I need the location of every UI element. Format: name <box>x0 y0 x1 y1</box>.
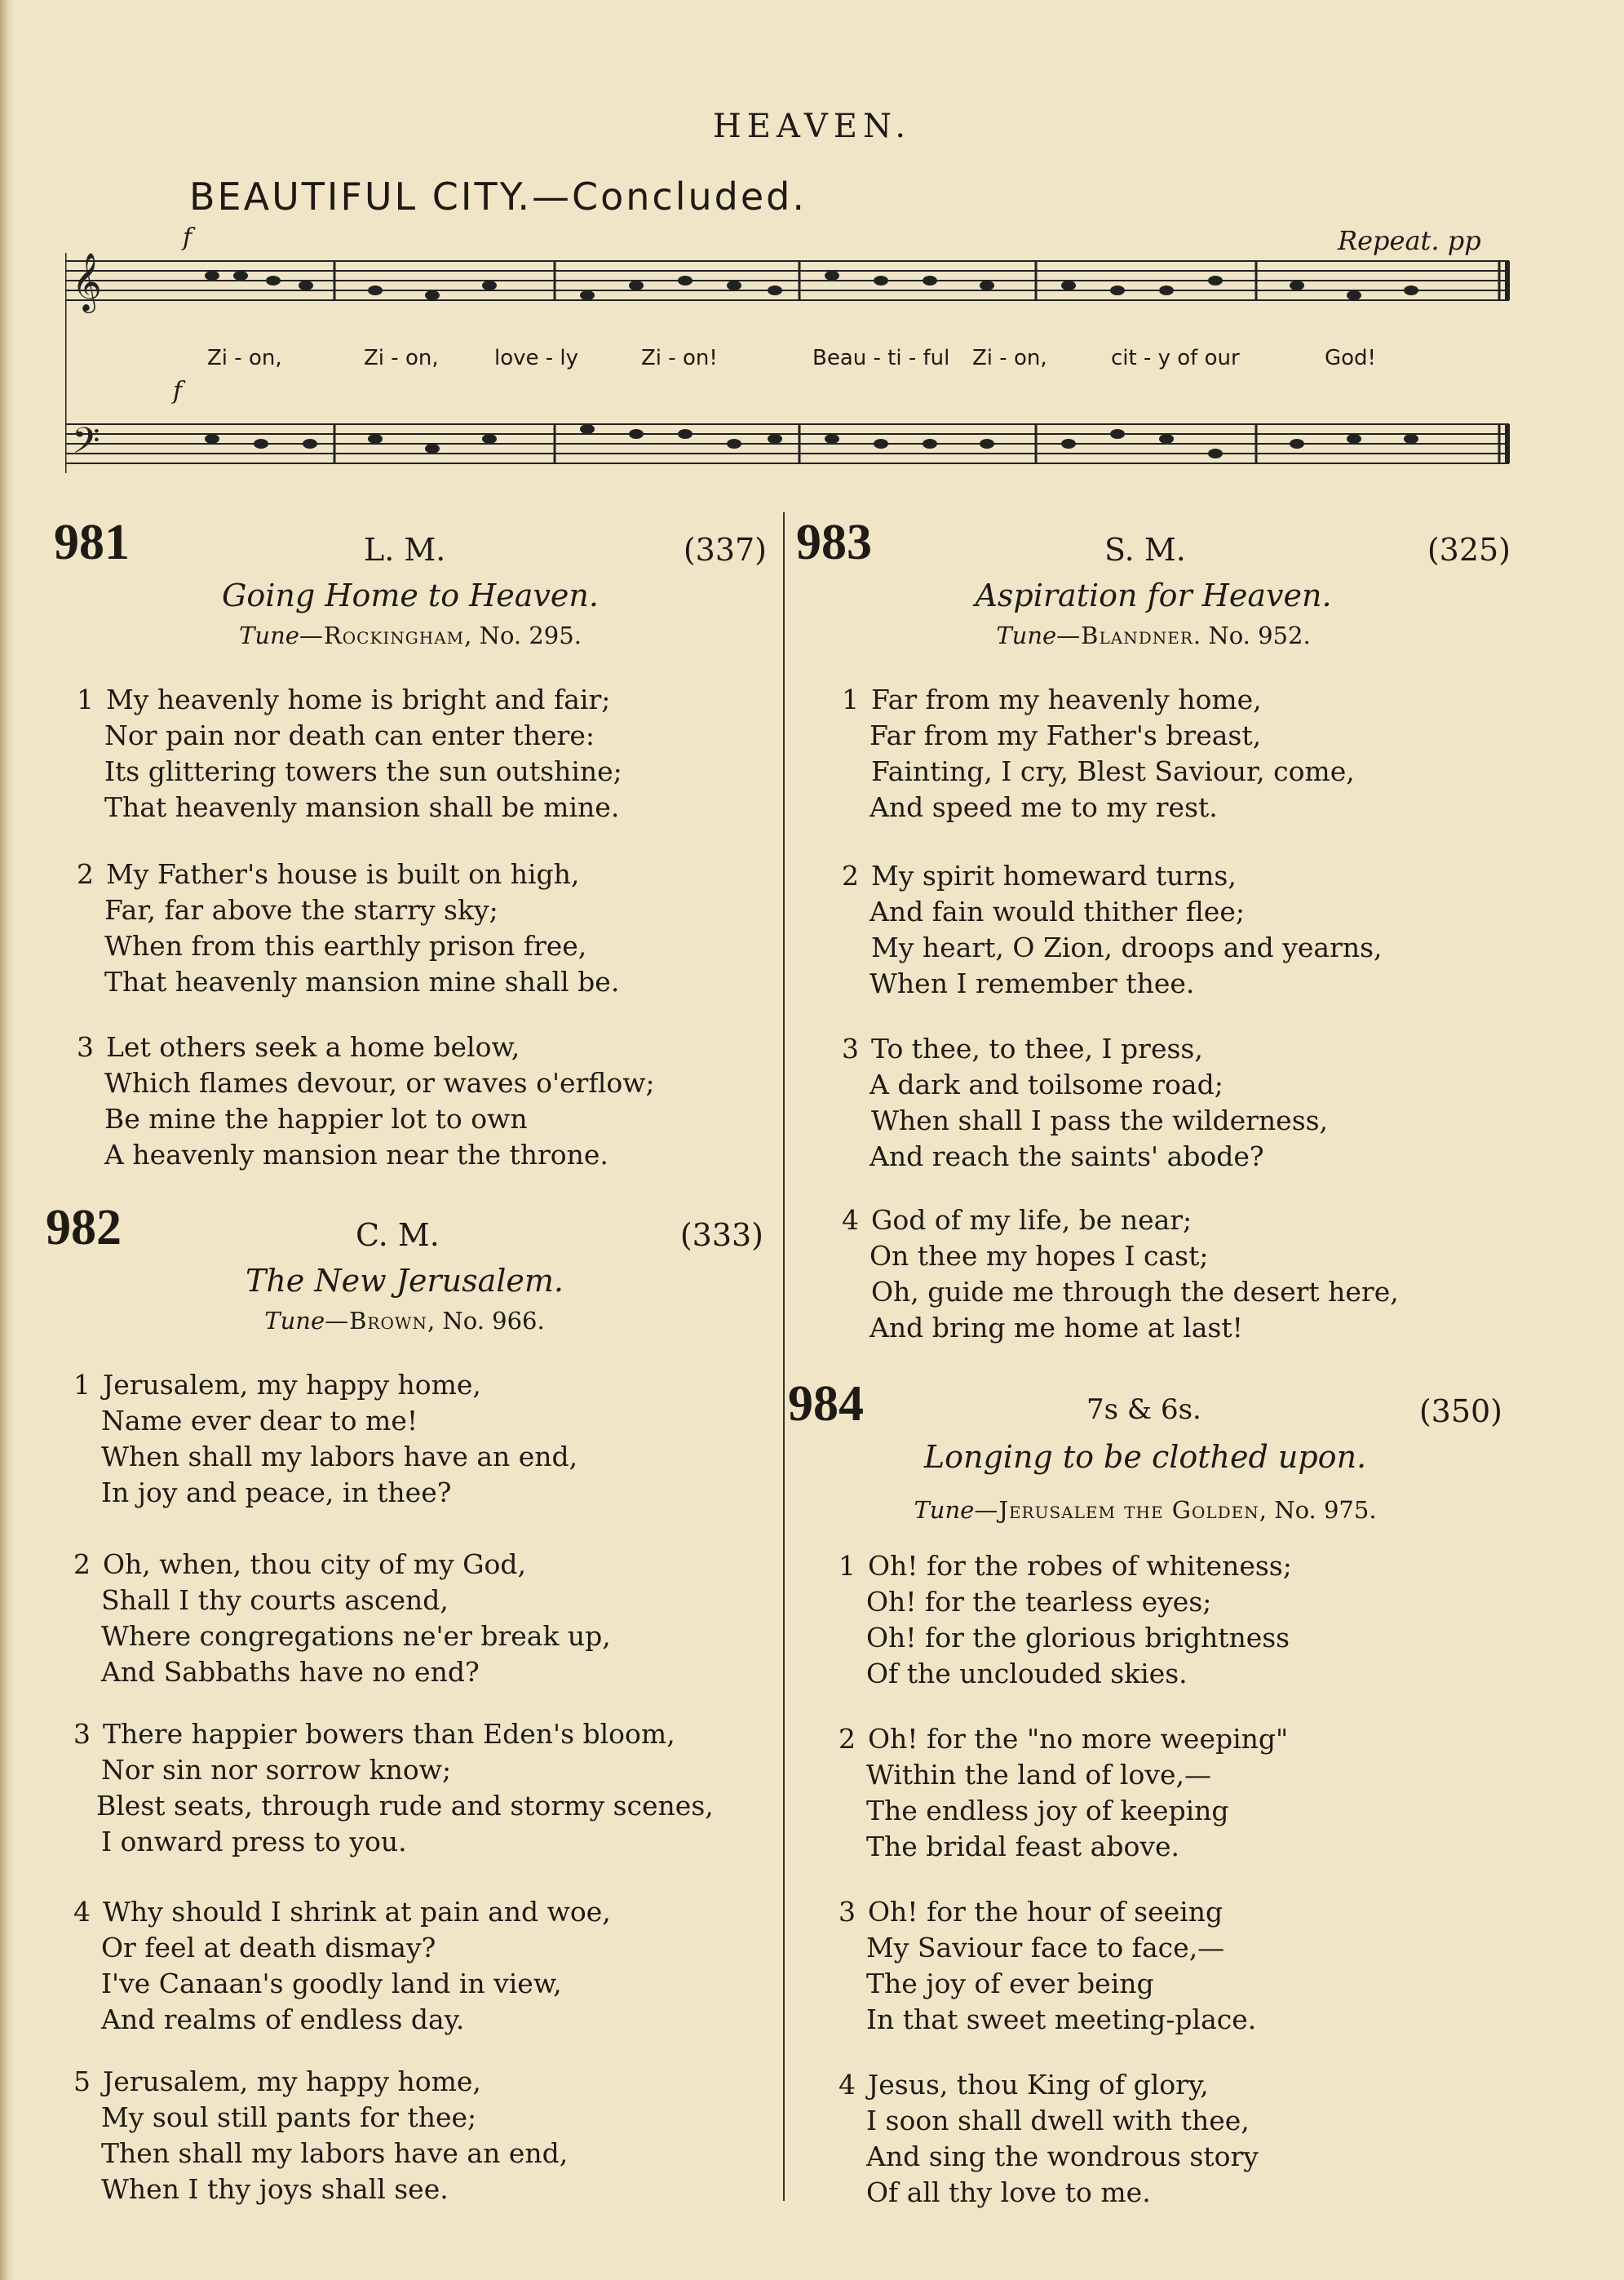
treble-notes <box>205 271 1418 300</box>
lyric-syllable: Beau - ti - ful <box>812 346 950 370</box>
stanza: 4 Jesus, thou King of glory, I soon shall dwell with thee, And sing the wondrous story Of all thy love to me. <box>839 2069 1259 2208</box>
lyric-syllable: Zi - on, <box>207 346 282 370</box>
lyric-syllable: God! <box>1325 346 1376 370</box>
hymn-tune: Tune—Blandner. No. 952. <box>996 622 1311 649</box>
stanza: 1 Far from my heavenly home, Far from my Father's breast, Fainting, I cry, Blest Saviour, come, And speed me to my rest. <box>842 684 1355 823</box>
dynamic-forte-bottom: f <box>173 377 183 405</box>
page-binding-edge <box>0 0 15 2280</box>
hymn-tune: Tune—Rockingham, No. 295. <box>239 622 582 649</box>
hymn-title: Longing to be clothed upon. <box>923 1439 1367 1475</box>
stanza: 2 My spirit homeward turns, And fain would thither flee; My heart, O Zion, droops and yearns, When I remember thee. <box>842 860 1383 999</box>
hymn-reference: (333) <box>679 1217 763 1253</box>
hymn-reference: (350) <box>1418 1393 1502 1429</box>
stanza: 2 Oh! for the "no more weeping" Within the land of love,— The endless joy of keeping The bridal feast above. <box>839 1723 1289 1862</box>
repeat-marking: Repeat. pp <box>1338 225 1481 256</box>
hymn-meter: 7s & 6s. <box>1086 1393 1201 1426</box>
dynamic-forte-top: f <box>183 224 192 252</box>
treble-staff <box>65 261 1509 300</box>
hymn-title: Aspiration for Heaven. <box>975 578 1332 613</box>
lyric-syllable: Zi - on, <box>364 346 439 370</box>
treble-clef: 𝄞 <box>72 251 102 311</box>
lyric-syllable: Zi - on! <box>641 346 718 370</box>
stanza: 4 Why should I shrink at pain and woe, Or feel at death dismay? I've Canaan's goodly land in view, And realms of endless day. <box>73 1896 611 2035</box>
hymn-meter: L. M. <box>364 532 446 568</box>
stanza: 2 My Father's house is built on high, Far, far above the starry sky; When from this earthly prison free, That heavenly mansion mine shall be. <box>77 858 620 998</box>
stanza: 3 Let others seek a home below, Which flames devour, or waves o'erflow; Be mine the happier lot to own A heavenly mansion near the throne. <box>77 1031 655 1171</box>
hymn-reference: (337) <box>683 532 767 568</box>
hymn-title: Going Home to Heaven. <box>222 578 599 613</box>
hymn-number: 983 <box>796 515 872 570</box>
hymn-meter: C. M. <box>356 1217 440 1253</box>
lyric-syllable: cit - y of our <box>1111 346 1240 370</box>
hymn-tune: Tune—Jerusalem the Golden, No. 975. <box>914 1496 1377 1524</box>
stanza: 2 Oh, when, thou city of my God, Shall I thy courts ascend, Where congregations ne'er break up, And Sabbaths have no end? <box>73 1548 611 1688</box>
stanza: 3 Oh! for the hour of seeing My Saviour face to face,— The joy of ever being In that sweet meeting-place. <box>839 1896 1257 2035</box>
stanza: 1 Jerusalem, my happy home, Name ever dear to me! When shall my labors have an end, In joy and peace, in thee? <box>73 1369 578 1508</box>
hymn-tune: Tune—Brown, No. 966. <box>264 1307 545 1335</box>
column-divider <box>783 512 785 2201</box>
stanza: 1 My heavenly home is bright and fair; Nor pain nor death can enter there: Its glittering towers the sun outshine; That heavenly mansion shall be mine. <box>77 684 622 823</box>
bass-clef: 𝄢 <box>72 419 100 471</box>
stanza: 1 Oh! for the robes of whiteness; Oh! for the tearless eyes; Oh! for the glorious brightness Of the unclouded skies. <box>839 1550 1292 1689</box>
lyric-syllable: Zi - on, <box>972 346 1047 370</box>
tune-title: BEAUTIFUL CITY.—Concluded. <box>189 175 807 219</box>
page-header: HEAVEN. <box>712 108 912 145</box>
hymn-meter: S. M. <box>1104 532 1186 568</box>
hymn-number: 984 <box>788 1376 864 1432</box>
hymn-number: 982 <box>46 1200 122 1255</box>
lyrics-row <box>0 346 1624 379</box>
hymn-title: The New Jerusalem. <box>245 1263 564 1299</box>
stanza: 4 God of my life, be near; On thee my hopes I cast; Oh, guide me through the desert here, And bring me home at last! <box>842 1204 1399 1344</box>
stanza: 3 There happier bowers than Eden's bloom, Nor sin nor sorrow know; Blest seats, through rude and stormy scenes, I onward press to you. <box>73 1718 714 1857</box>
lyric-syllable: love - ly <box>494 346 579 370</box>
stanza: 5 Jerusalem, my happy home, My soul still pants for thee; Then shall my labors have an end, When I thy joys shall see. <box>73 2065 569 2205</box>
stanza: 3 To thee, to thee, I press, A dark and toilsome road; When shall I pass the wilderness, And reach the saints' abode? <box>842 1033 1329 1172</box>
hymn-reference: (325) <box>1427 532 1511 568</box>
hymn-number: 981 <box>54 515 130 570</box>
